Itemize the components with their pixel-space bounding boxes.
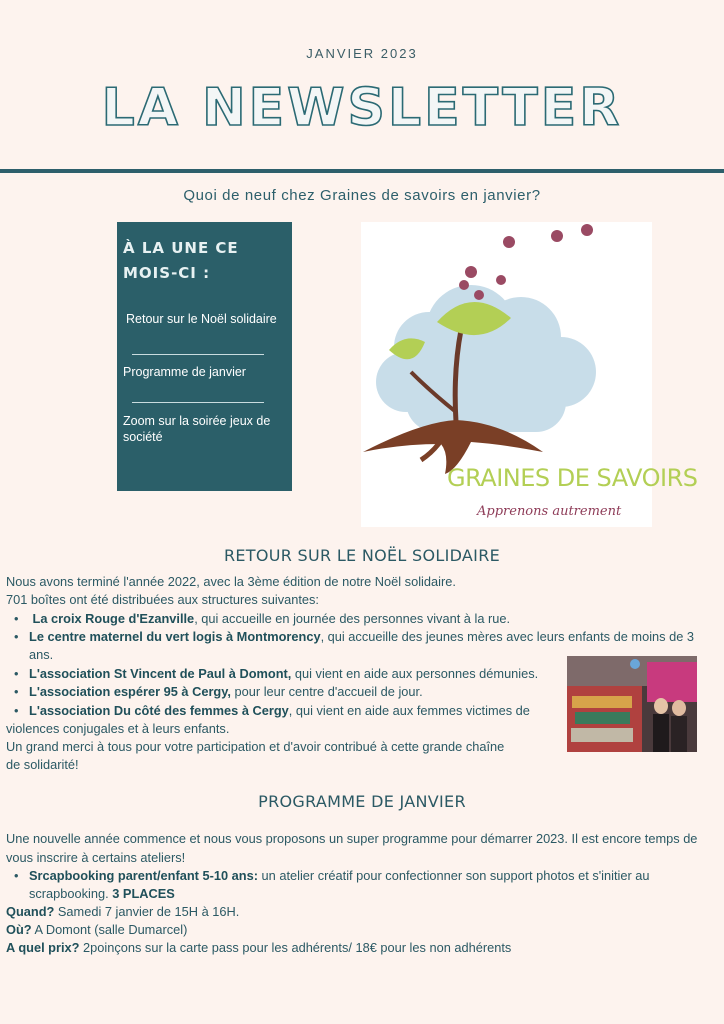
workshop-continuation xyxy=(29,885,175,903)
noel-intro-line2: 701 boîtes ont été distribuées aux structures suivantes: xyxy=(6,592,319,607)
headline-item-programme[interactable]: Programme de janvier xyxy=(123,365,246,379)
list-item: • L'association Du côté des femmes à Cergy, qui vient en aide aux femmes victimes de xyxy=(14,703,530,718)
headline-divider xyxy=(132,354,264,355)
list-item-text: qui vient en aide aux personnes démunies. xyxy=(291,666,539,681)
price-label: A quel prix? xyxy=(6,940,80,955)
programme-intro-line2: vous inscrire à certains ateliers! xyxy=(6,850,186,865)
headline-item-jeux[interactable]: Zoom sur la soirée jeux de société xyxy=(123,414,271,444)
workshop-places: 3 PLACES xyxy=(112,886,175,901)
where-value: A Domont (salle Dumarcel) xyxy=(31,922,188,937)
programme-intro-line1: Une nouvelle année commence et nous vous proposons un super programme pour démarrer 2023. Il est encore temps de xyxy=(6,831,698,846)
list-item-bold: La croix Rouge d'Ezanville xyxy=(29,611,195,626)
logo-wordmark: GRAINES DE SAVOIRS xyxy=(447,464,698,492)
noel-thanks-line1: Un grand merci à tous pour votre participation et d'avoir contribué à cette grande chaîne xyxy=(6,739,505,754)
noel-intro-line1: Nous avons terminé l'année 2022, avec la 3ème édition de notre Noël solidaire. xyxy=(6,574,456,589)
list-item-text: , qui vient en aide aux femmes victimes de xyxy=(288,703,530,718)
headline-item-noel[interactable]: Retour sur le Noël solidaire xyxy=(126,312,277,326)
newsletter-title: LA NEWSLETTER xyxy=(101,78,623,138)
list-item-text: , qui accueille en journée des personnes vivant à la rue. xyxy=(194,611,511,626)
newsletter-month: JANVIER 2023 xyxy=(306,46,418,61)
logo-tagline: Apprenons autrement xyxy=(477,504,622,519)
workshop-price xyxy=(6,939,511,957)
when-value: Samedi 7 janvier de 15H à 16H. xyxy=(54,904,240,919)
headlines-box xyxy=(117,222,292,491)
workshop-description: un atelier créatif pour confectionner son support photos et s'initier au xyxy=(257,868,650,883)
headlines-heading-line2: MOIS-CI : xyxy=(123,264,211,282)
list-item: • L'association St Vincent de Paul à Domont, qui vient en aide aux personnes démunies. xyxy=(14,666,539,681)
list-item-bold: L'association espérer 95 à Cergy, xyxy=(29,684,231,699)
list-item-text: , qui accueille des jeunes mères avec leurs enfants de moins de 3 xyxy=(320,629,695,644)
workshop-continuation-text: scrapbooking. xyxy=(29,886,113,901)
headlines-heading-line1: À LA UNE CE xyxy=(123,239,239,257)
list-item-bold: L'association St Vincent de Paul à Domont, xyxy=(29,666,292,681)
list-item-bold: Le centre maternel du vert logis à Montmorency xyxy=(29,629,321,644)
list-item: • Le centre maternel du vert logis à Montmorency, qui accueille des jeunes mères avec leurs enfants de moins de 3 xyxy=(14,629,695,644)
noel-photo xyxy=(567,656,697,752)
workshop-where xyxy=(6,921,187,939)
workshop-when xyxy=(6,903,239,921)
graines-de-savoirs-logo xyxy=(361,222,698,527)
when-label: Quand? xyxy=(6,904,55,919)
list-item-continuation: ans. xyxy=(29,647,54,662)
workshop-title: Srcapbooking parent/enfant 5-10 ans: xyxy=(29,868,258,883)
price-value: 2poinçons sur la carte pass pour les adhérents/ 18€ pour les non adhérents xyxy=(79,940,512,955)
noel-thanks-line2: de solidarité! xyxy=(6,757,79,772)
section-heading-programme: PROGRAMME DE JANVIER xyxy=(258,792,466,811)
list-item-continuation: violences conjugales et à leurs enfants. xyxy=(6,721,230,736)
where-label: Où? xyxy=(6,922,32,937)
list-item: • Srcapbooking parent/enfant 5-10 ans: un atelier créatif pour confectionner son support photos et s'initier au xyxy=(14,868,650,883)
newsletter-subtitle: Quoi de neuf chez Graines de savoirs en janvier? xyxy=(183,187,541,204)
list-item-bold: L'association Du côté des femmes à Cergy xyxy=(29,703,289,718)
list-item-text: pour leur centre d'accueil de jour. xyxy=(230,684,423,699)
header-divider xyxy=(0,169,724,173)
headlines-heading xyxy=(123,236,283,286)
list-item: • La croix Rouge d'Ezanville, qui accueille en journée des personnes vivant à la rue. xyxy=(14,611,511,626)
list-item: • L'association espérer 95 à Cergy, pour leur centre d'accueil de jour. xyxy=(14,684,423,699)
headline-divider xyxy=(132,402,264,403)
section-heading-noel: RETOUR SUR LE NOËL SOLIDAIRE xyxy=(223,546,501,565)
